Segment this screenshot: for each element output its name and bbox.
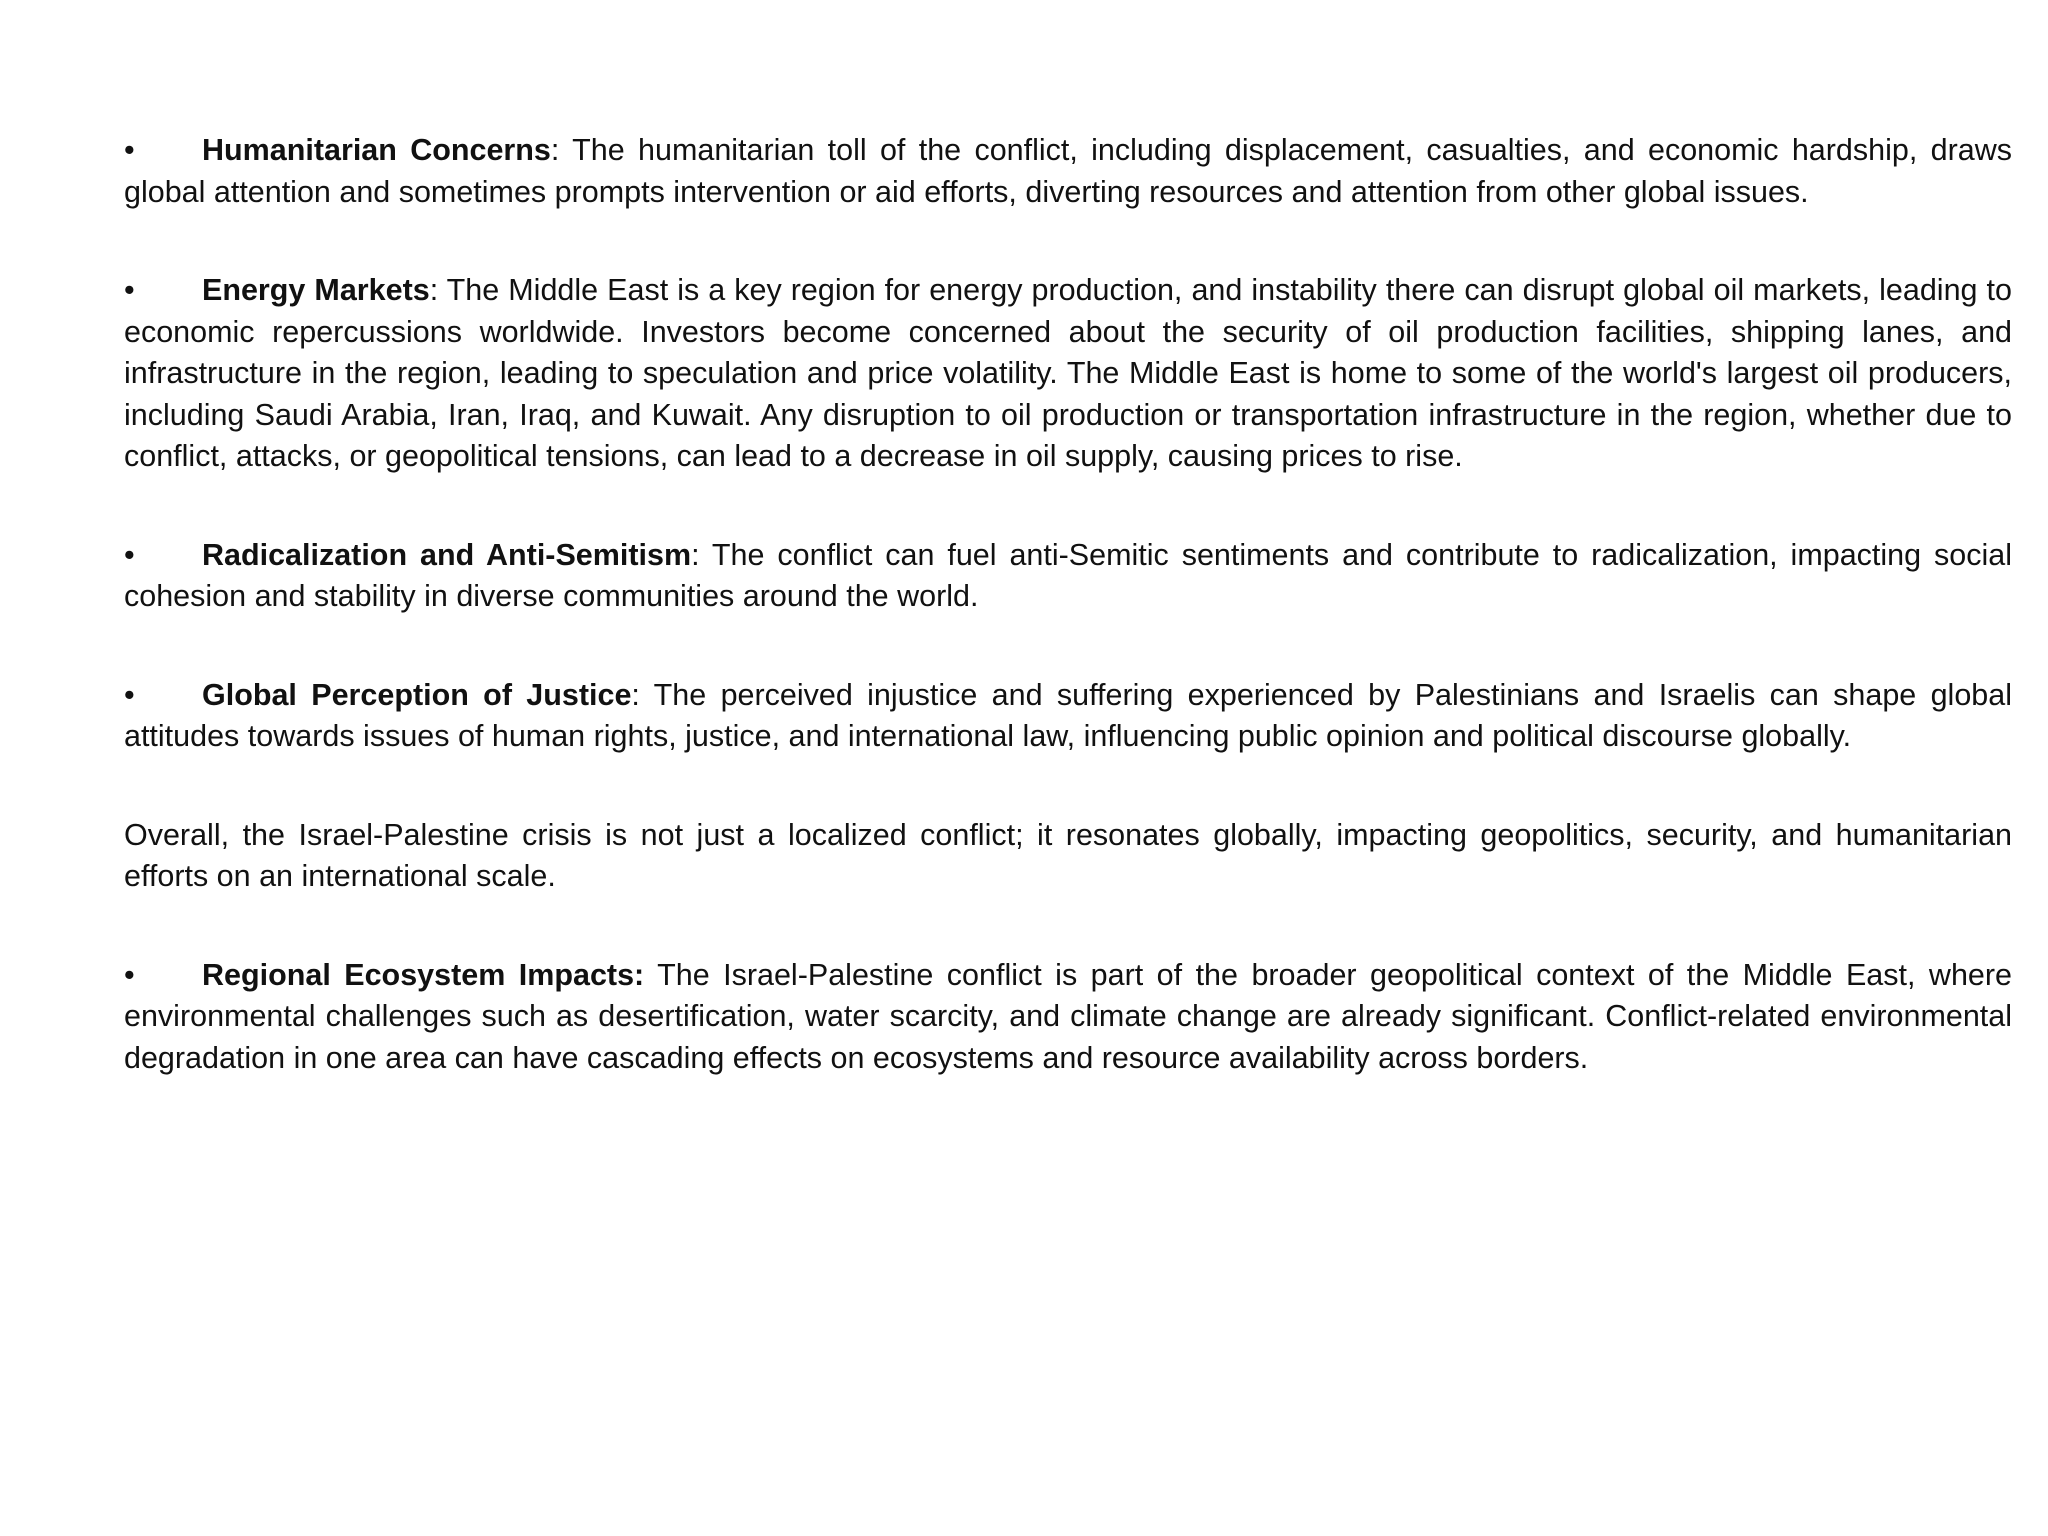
bullet-heading: Humanitarian Concerns (202, 133, 551, 167)
bullet-global-perception-of-justice (124, 675, 2012, 758)
document-body (124, 130, 2012, 1136)
bullet-icon: • (124, 677, 135, 712)
bullet-heading: Energy Markets (202, 273, 430, 307)
bullet-icon: • (124, 133, 135, 167)
bullet-icon: • (124, 273, 135, 307)
bullet-text: : The humanitarian toll of the conflict, including displacement, casualties, and economic hardship, draws global attention and sometimes prompts intervention or aid efforts, diverting resources and attention from other global issues. (124, 133, 2012, 209)
overall-paragraph: Overall, the Israel-Palestine crisis is not just a localized conflict; it resonates globally, impacting geopolitics, security, and humanitarian efforts on an international scale. (124, 817, 2012, 893)
bullet-regional-ecosystem-impacts (124, 955, 2012, 1080)
bullet-text: : The Middle East is a key region for energy production, and instability there can disrupt global oil markets, leading to economic repercussions worldwide. Investors become concerned about the security of oil production facilities, shipping lanes, and infrastructure in the region, leading to speculation and price volatility. The Middle East is home to some of the world's largest oil producers, including Saudi Arabia, Iran, Iraq, and Kuwait. Any disruption to oil production or transportation infrastructure in the region, whether due to conflict, attacks, or geopolitical tensions, can lead to a decrease in oil supply, causing prices to rise. (124, 273, 2012, 473)
bullet-text: : The conflict can fuel anti-Semitic sentiments and contribute to radicalization, impacting social cohesion and stability in diverse communities around the world. (124, 537, 2012, 613)
bullet-heading: Global Perception of Justice (202, 677, 632, 712)
bullet-icon: • (124, 537, 135, 572)
bullet-heading: Regional Ecosystem Impacts: (202, 957, 645, 992)
bullet-icon: • (124, 957, 135, 992)
bullet-humanitarian-concerns (124, 130, 2012, 213)
bullet-energy-markets (124, 270, 2012, 478)
bullet-radicalization (124, 535, 2012, 618)
bullet-heading: Radicalization and Anti-Semitism (202, 537, 692, 572)
bullet-text: : The perceived injustice and suffering experienced by Palestinians and Israelis can shape global attitudes towards issues of human rights, justice, and international law, influencing public opinion and political discourse globally. (124, 677, 2012, 753)
bullet-text: The Israel-Palestine conflict is part of the broader geopolitical context of the Middle East, where environmental challenges such as desertification, water scarcity, and climate change are already significant. Conflict-related environmental degradation in one area can have cascading effects on ecosystems and resource availability across borders. (124, 957, 2012, 1075)
